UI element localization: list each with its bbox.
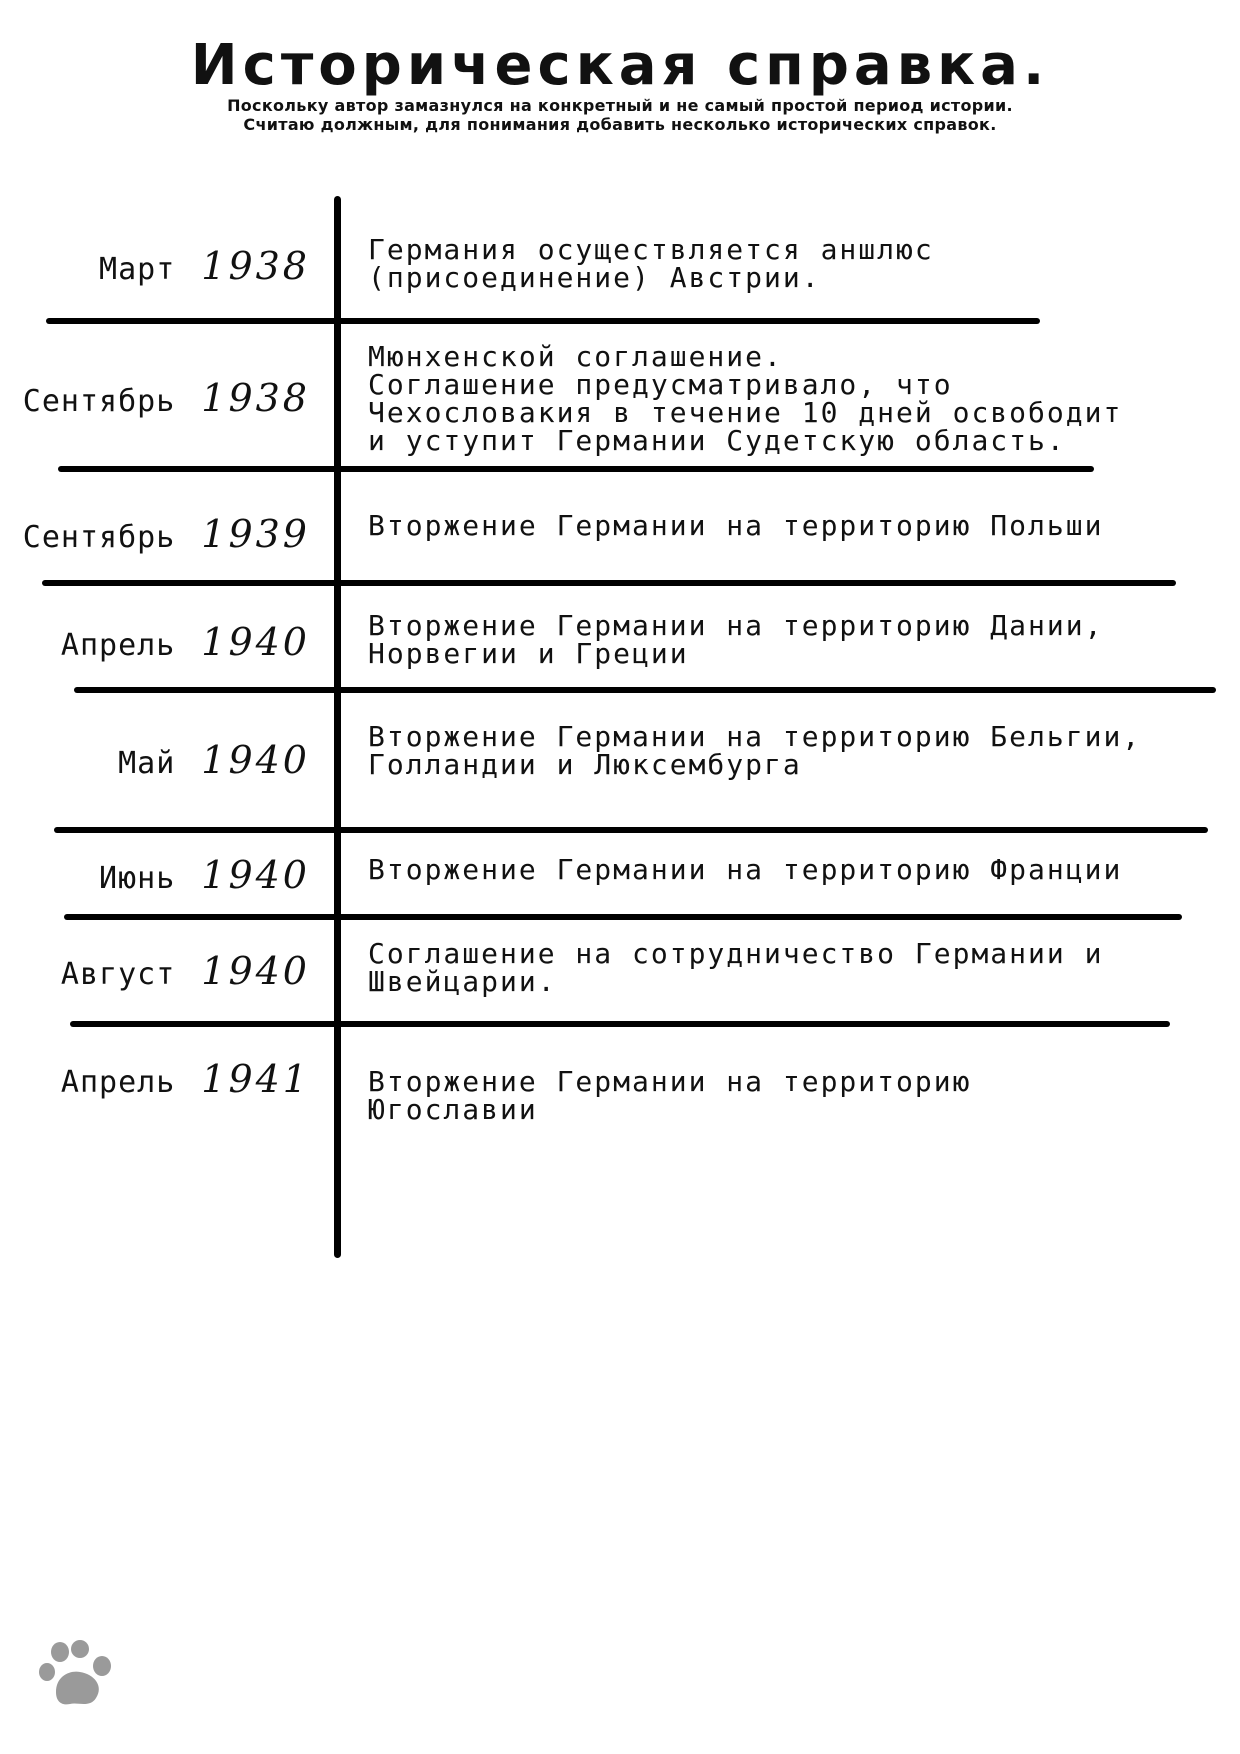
row-divider — [74, 687, 1216, 693]
row-divider — [42, 580, 1176, 586]
timeline-event: Германия осуществляется аншлюс (присоединение) Австрии. — [368, 233, 934, 294]
timeline-event: Вторжение Германии на территорию Югославии — [368, 1065, 972, 1126]
timeline-date — [60, 949, 310, 993]
row-divider — [70, 1021, 1170, 1027]
date-year: 1940 — [201, 738, 310, 782]
timeline-date — [22, 376, 310, 420]
date-year: 1938 — [201, 376, 310, 420]
date-month: Сентябрь — [22, 520, 176, 555]
date-year: 1939 — [201, 512, 310, 556]
date-year: 1941 — [201, 1057, 310, 1101]
row-divider — [54, 827, 1208, 833]
date-month: Август — [60, 957, 176, 992]
timeline-date — [22, 512, 310, 556]
date-month: Апрель — [60, 628, 176, 663]
timeline-date — [99, 244, 310, 288]
date-month: Июнь — [99, 861, 176, 896]
timeline-date — [99, 853, 310, 897]
timeline-event: Вторжение Германии на территорию Бельгии, Голландии и Люксембурга — [368, 720, 1142, 781]
timeline-date — [60, 620, 310, 664]
timeline-event: Вторжение Германии на территорию Франции — [368, 853, 1123, 886]
date-year: 1940 — [201, 853, 310, 897]
date-month: Май — [118, 746, 176, 781]
timeline-event: Соглашение на сотрудничество Германии и Швейцарии. — [368, 937, 1104, 998]
date-month: Сентябрь — [22, 384, 176, 419]
timeline-axis — [334, 196, 341, 1258]
timeline-date — [118, 738, 310, 782]
date-month: Апрель — [60, 1065, 176, 1100]
subtitle-line-2: Считаю должным, для понимания добавить несколько исторических справок. — [243, 115, 997, 134]
row-divider — [46, 318, 1040, 324]
timeline-event: Вторжение Германии на территорию Польши — [368, 509, 1104, 542]
row-divider — [64, 914, 1182, 920]
subtitle-line-1: Поскольку автор замазнулся на конкретный и не самый простой период истории. — [227, 96, 1013, 115]
row-divider — [58, 466, 1094, 472]
page-title: Историческая справка. — [190, 33, 1050, 98]
date-year: 1938 — [201, 244, 310, 288]
date-year: 1940 — [201, 949, 310, 993]
date-year: 1940 — [201, 620, 310, 664]
timeline-date — [60, 1057, 310, 1101]
paw-print-icon — [38, 1640, 116, 1710]
date-month: Март — [99, 252, 176, 287]
timeline-event: Вторжение Германии на территорию Дании, Норвегии и Греции — [368, 609, 1104, 670]
timeline-event: Мюнхенской соглашение. Соглашение предусматривало, что Чехословакия в течение 10 дней освободит и уступит Германии Судетскую область. — [368, 340, 1123, 457]
